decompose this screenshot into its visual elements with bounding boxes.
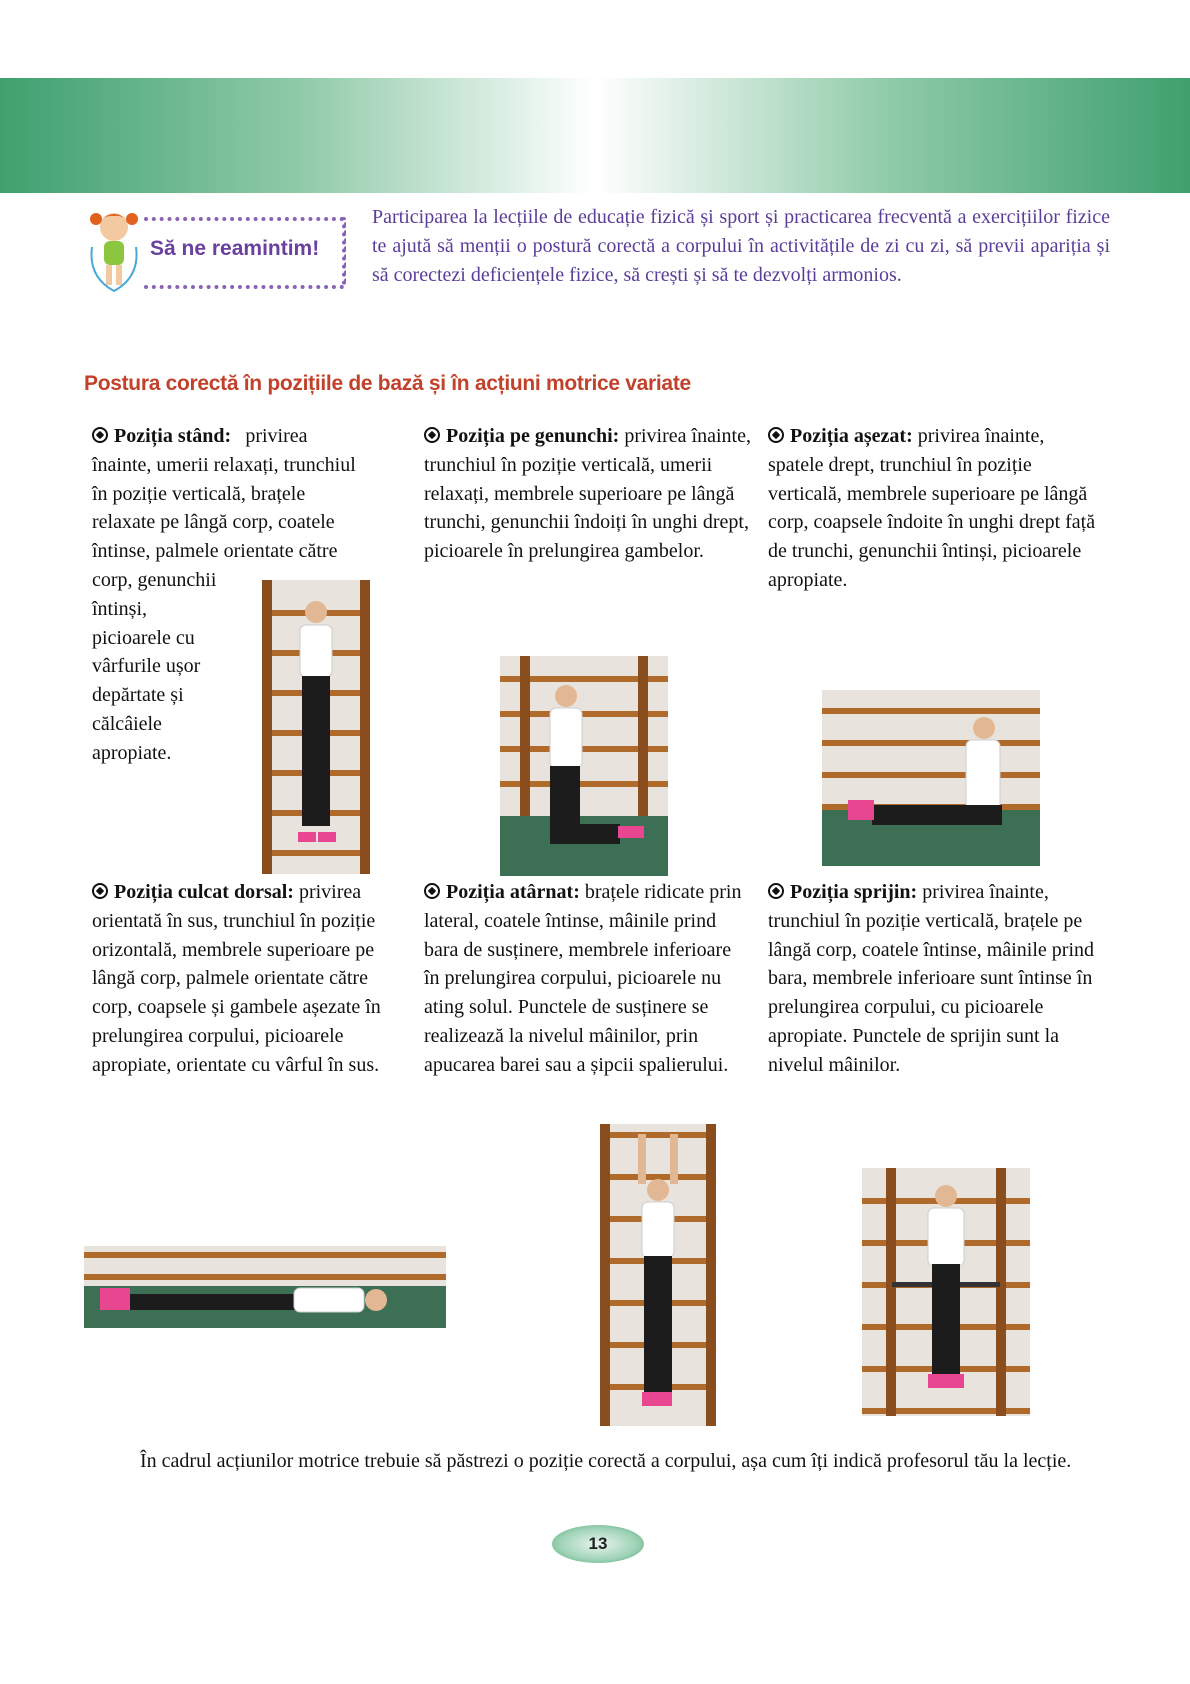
photo-support [862, 1168, 1030, 1416]
photo-standing [262, 580, 370, 874]
girl-illustration [88, 207, 146, 293]
position-title: Poziția culcat dorsal: [114, 881, 294, 903]
photo-sitting [822, 690, 1040, 866]
reminder-box [88, 205, 358, 293]
photo-hanging [600, 1124, 716, 1426]
position-text: privirea înainte, spatele drept, trunchiul în poziție verticală, membrele superioare pe lângă corp, coapsele îndoite în unghi drept față de trunchi, genunchii întinși, picioarele apropiate. [768, 425, 1096, 591]
section-title: Postura corectă în pozițiile de bază și în acțiuni motrice variate [84, 372, 691, 395]
position-hanging [424, 878, 750, 1080]
soccer-ball-icon [424, 427, 440, 443]
position-kneeling [424, 422, 754, 566]
dotted-border-top [144, 217, 344, 221]
position-title: Poziția atârnat: [446, 881, 580, 903]
position-title: Poziția așezat: [790, 425, 913, 447]
position-title: Poziția sprijin: [790, 881, 918, 903]
position-support [768, 878, 1100, 1080]
position-title: Poziția pe genunchi: [446, 425, 620, 447]
header-banner [0, 78, 1190, 193]
dotted-border-bottom [144, 285, 344, 289]
position-sitting [768, 422, 1098, 595]
soccer-ball-icon [92, 883, 108, 899]
position-text: privirea orientată în sus, trunchiul în poziție orizontală, membrele superioare pe lângă corp, palmele orientate către corp, coapsele și gambele așezate în prelungirea corpului, picioarele apropiate, orientate cu vârful în sus. [92, 881, 381, 1076]
position-title: Poziția stând: [114, 425, 232, 447]
position-text: brațele ridicate prin lateral, coatele întinse, mâinile prind bara de susținere, membrele inferioare în prelungirea corpului, picioarele nu ating solul. Punctele de susținere se realizează la nivelul mâinilor, prin apucarea barei sau a șipcii spalierului. [424, 881, 742, 1076]
photo-lying [84, 1246, 446, 1328]
position-lying [92, 878, 410, 1080]
reminder-text: Participarea la lecțiile de educație fizică și sport și practicarea frecventă a exercițiilor fizice te ajută să menții o postură corectă a corpului în activitățile de zi cu zi, să previi apariția și să corectezi deficiențele fizice, să crești și să te dezvolți armonios. [372, 206, 1110, 286]
position-text: privirea înainte, trunchiul în poziție verticală, brațele pe lângă corp, coatele întinse, mâinile prind bara, membrele inferioare sunt întinse în prelungirea corpului, cu picioarele apropiate. Punctele de sprijin sunt la nivelul mâinilor. [768, 881, 1094, 1076]
soccer-ball-icon [768, 883, 784, 899]
position-standing-text-block: privirea înainte, umerii relaxați, trunchiul în poziție verticală, brațele relaxate pe lângă corp, coatele întinse, palmele orientate către corp, genunchii întinși, picioarele cu vârfurile ușor depărtate și călcâiele apropiate. [92, 425, 356, 764]
reminder-label: Să ne reamintim! [150, 237, 320, 260]
dotted-border-right [342, 217, 346, 285]
soccer-ball-icon [768, 427, 784, 443]
photo-kneeling [500, 656, 668, 876]
closing-text: În cadrul acțiunilor motrice trebuie să păstrezi o poziție corectă a corpului, așa cum îți indică profesorul tău la lecție. [140, 1450, 1072, 1472]
page-number: 13 [552, 1525, 644, 1563]
position-text: privirea înainte, trunchiul în poziție verticală, umerii relaxați, membrele superioare pe lângă trunchi, genunchii îndoiți în unghi drept, picioarele în prelungirea gambelor. [424, 425, 751, 563]
soccer-ball-icon [424, 883, 440, 899]
